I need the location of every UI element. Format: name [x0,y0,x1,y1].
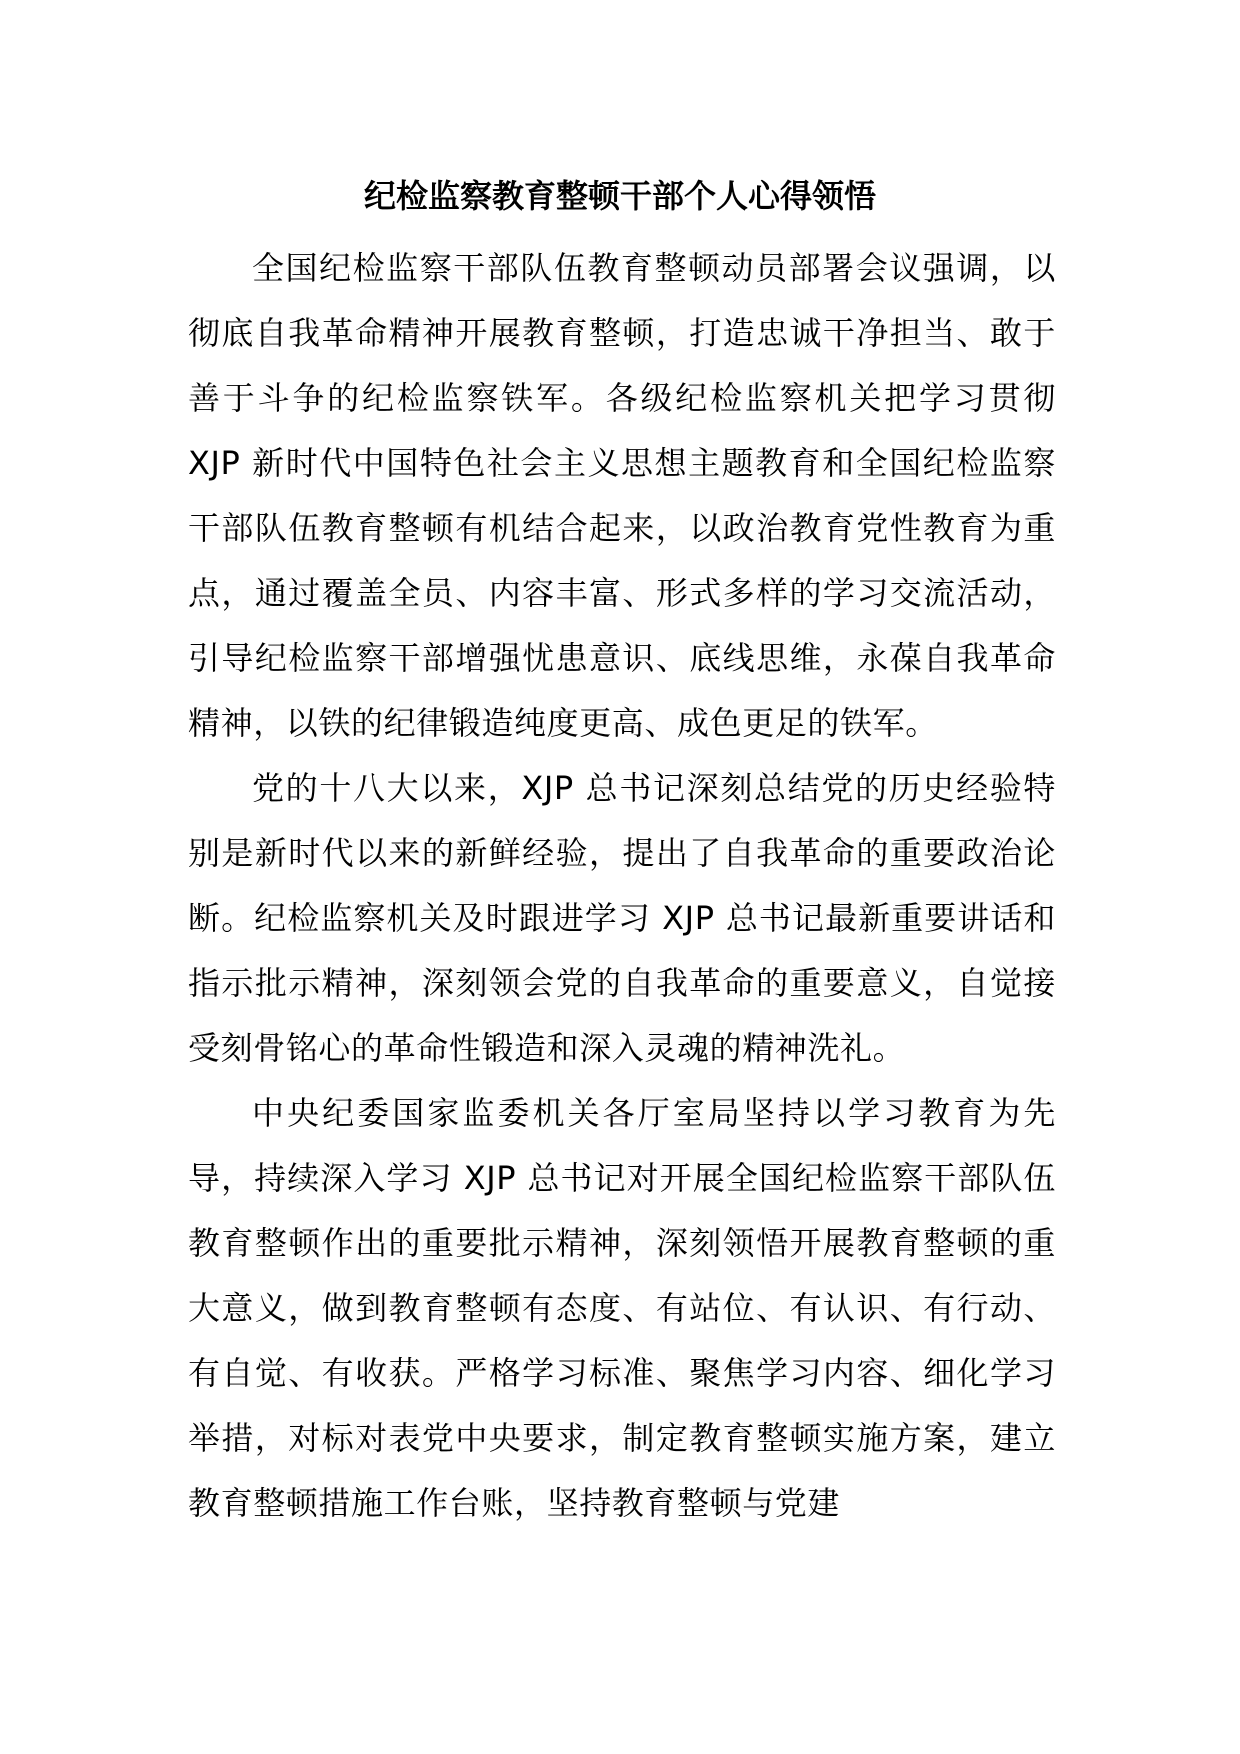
paragraph-1: 全国纪检监察干部队伍教育整顿动员部署会议强调，以彻底自我革命精神开展教育整顿，打造忠诚干净担当、敢于善于斗争的纪检监察铁军。各级纪检监察机关把学习贯彻 XJP 新时代中国特色社会主义思想主题教育和全国纪检监察干部队伍教育整顿有机结合起来，以政治教育党性教育为重点，通过覆盖全员、内容丰富、形式多样的学习交流活动，引导纪检监察干部增强忧患意识、底线思维，永葆自我革命精神，以铁的纪律锻造纯度更高、成色更足的铁军。 [188,249,1056,742]
document-title: 纪检监察教育整顿干部个人心得领悟 [363,177,876,215]
paragraph-2: 党的十八大以来，XJP 总书记深刻总结党的历史经验特别是新时代以来的新鲜经验，提出了自我革命的重要政治论断。纪检监察机关及时跟进学习 XJP 总书记最新重要讲话和指示批示精神，深刻领会党的自我革命的重要意义，自觉接受刻骨铭心的革命性锻造和深入灵魂的精神洗礼。 [188,769,1056,1067]
document-body [188,236,1056,1536]
paragraph-3: 中央纪委国家监委机关各厅室局坚持以学习教育为先导，持续深入学习 XJP 总书记对开展全国纪检监察干部队伍教育整顿作出的重要批示精神，深刻领悟开展教育整顿的重大意义，做到教育整顿有态度、有站位、有认识、有行动、有自觉、有收获。严格学习标准、聚焦学习内容、细化学习举措，对标对表党中央要求，制定教育整顿实施方案，建立教育整顿措施工作台账，坚持教育整顿与党建 [188,1094,1056,1522]
